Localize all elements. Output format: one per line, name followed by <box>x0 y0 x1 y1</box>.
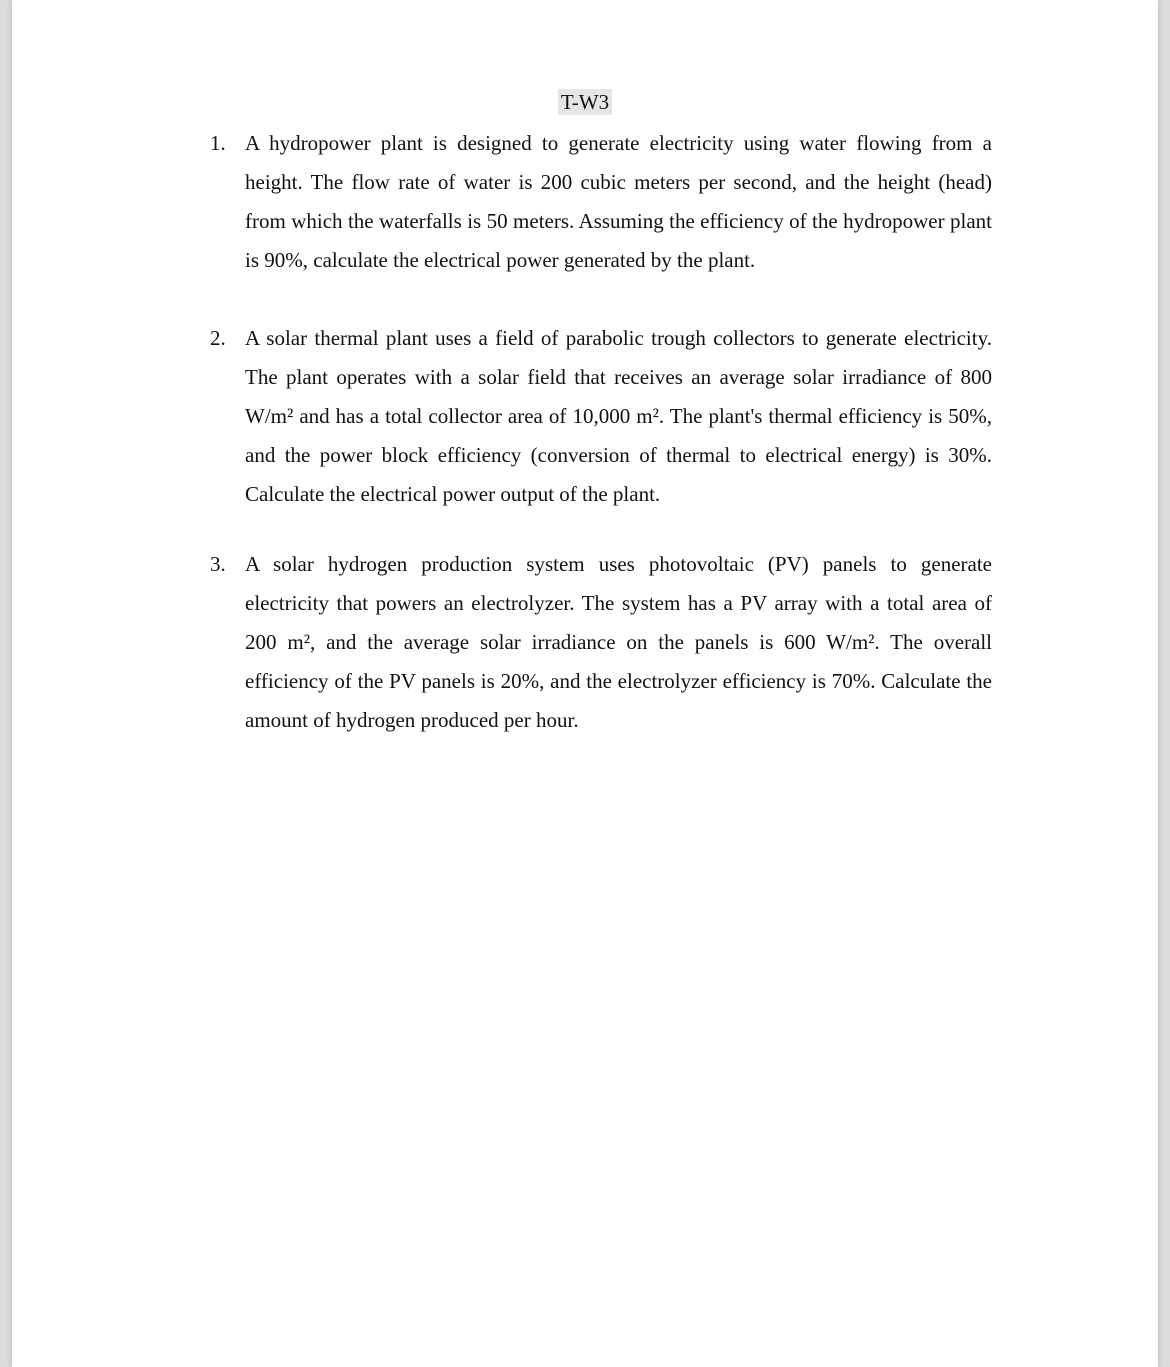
question-text: A solar thermal plant uses a field of parabolic trough collectors to generate electricity. The plant operates with a solar field that receives an average solar irradiance of 800 W/m² and has a total collector area of 10,000 m². The plant's thermal efficiency is 50%, and the power block efficiency (conversion of thermal to electrical energy) is 30%. Calculate the electrical power output of the plant. <box>245 326 992 506</box>
question-number: 3. <box>210 552 226 576</box>
question-item <box>12 124 1158 280</box>
question-text: A solar hydrogen production system uses photovoltaic (PV) panels to generate electricity that powers an electrolyzer. The system has a PV array with a total area of 200 m², and the average solar irradiance on the panels is 600 W/m². The overall efficiency of the PV panels is 20%, and the electrolyzer efficiency is 70%. Calculate the amount of hydrogen produced per hour. <box>245 552 992 732</box>
question-item <box>12 545 1158 740</box>
question-number: 2. <box>210 326 226 350</box>
question-list <box>12 124 1158 740</box>
document-title-text: T-W3 <box>558 89 612 115</box>
question-text: A hydropower plant is designed to generate electricity using water flowing from a height. The flow rate of water is 200 cubic meters per second, and the height (head) from which the waterfalls is 50 meters. Assuming the efficiency of the hydropower plant is 90%, calculate the electrical power generated by the plant. <box>245 131 992 272</box>
question-item <box>12 319 1158 514</box>
document-title <box>12 90 1158 115</box>
document-page <box>12 0 1158 1367</box>
question-number: 1. <box>210 131 226 155</box>
